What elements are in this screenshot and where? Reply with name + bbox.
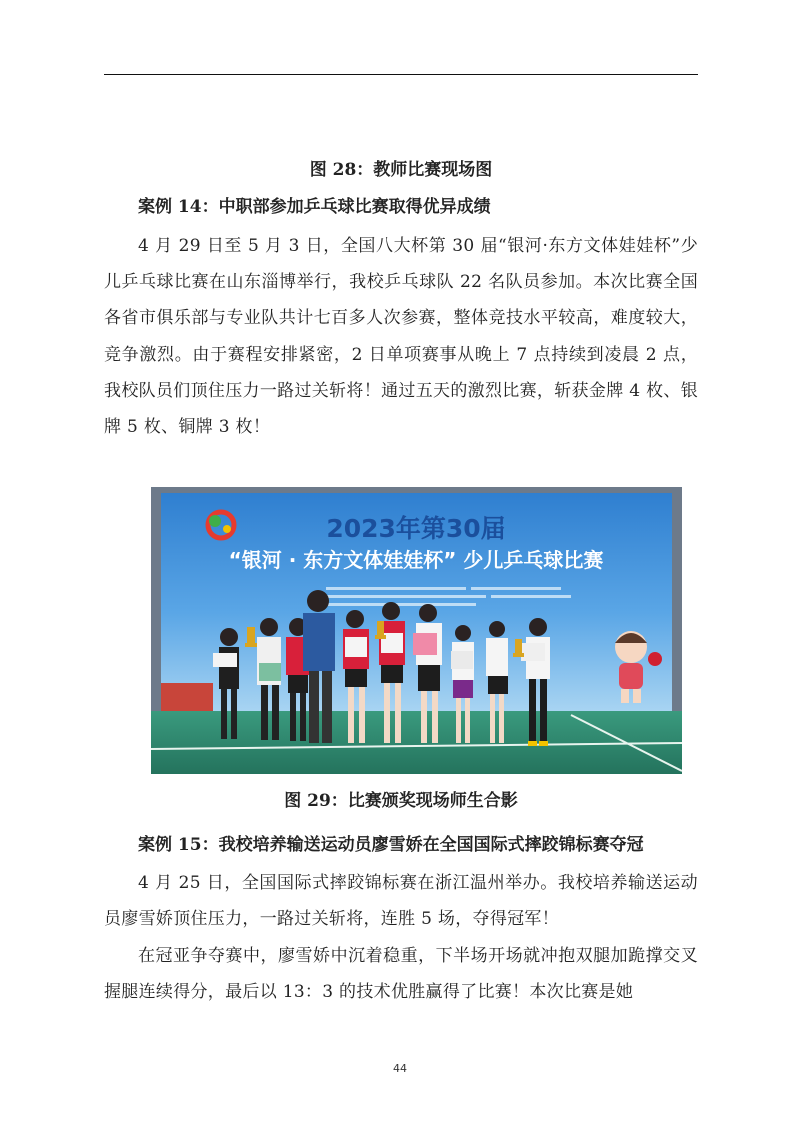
case-15-title: 案例 15：我校培养输送运动员廖雪娇在全国国际式摔跤锦标赛夺冠	[138, 835, 644, 855]
banner-line-2: “银河 · 东方文体娃娃杯” 少儿乒乓球比赛	[228, 548, 604, 572]
header-rule	[104, 74, 698, 75]
page-number: 44	[393, 1062, 407, 1075]
case-15-paragraph-2: 在冠亚争夺赛中，廖雪娇中沉着稳重，下半场开场就冲抱双腿加跪撑交叉握腿连续得分，最后以 13：3 的技术优胜赢得了比赛！本次比赛是她	[104, 946, 698, 1003]
case-14-title: 案例 14：中职部参加乒乓球比赛取得优异成绩	[138, 197, 491, 217]
figure-29-caption: 图 29：比赛颁奖现场师生合影	[284, 791, 518, 811]
case-14-paragraph: 4 月 29 日至 5 月 3 日，全国八大杯第 30 届“银河·东方文体娃娃杯”少儿乒乓球比赛在山东淄博举行，我校乒乓球队 22 名队员参加。本次比赛全国各省市俱乐部与专业队共计七百多人次参赛，整体竞技水平较高，难度较大，竞争激烈。由于赛程安排紧密，2 日单项赛事从晚上 7 点持续到凌晨 2 点，我校队员们顶住压力一路过关斩将！通过五天的激烈比赛，斩获金牌 4 枚、银牌 5 枚、铜牌 3 枚！	[104, 236, 698, 438]
award-ceremony-photo	[151, 487, 682, 774]
court-floor	[151, 711, 682, 774]
figure-28-caption: 图 28：教师比赛现场图	[309, 160, 493, 180]
case-15-paragraph-1: 4 月 25 日，全国国际式摔跤锦标赛在浙江温州举办。我校培养输送运动员廖雪娇顶住压力，一路过关斩将，连胜 5 场，夺得冠军！	[104, 873, 698, 930]
banner-line-1: 2023年第30届	[326, 514, 506, 543]
side-board	[161, 683, 213, 715]
